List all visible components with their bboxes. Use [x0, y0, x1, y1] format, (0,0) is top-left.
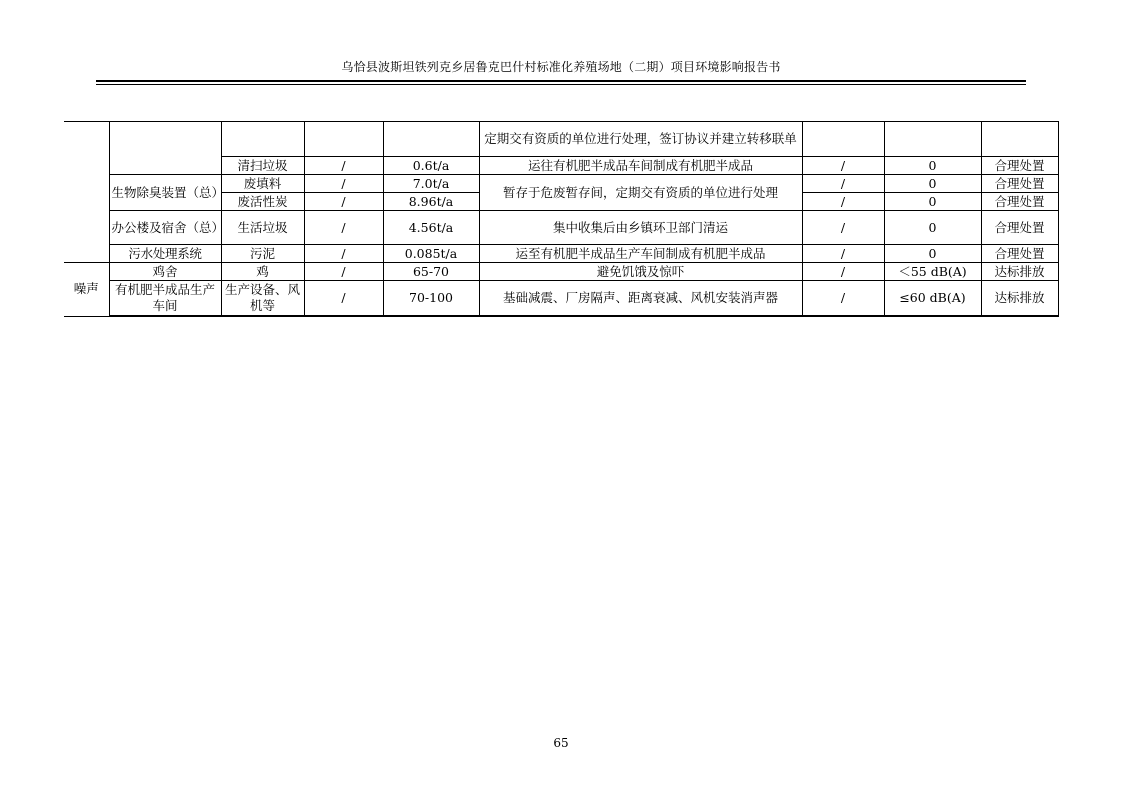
- quantity-cell: 0.6t/a: [383, 157, 479, 175]
- result-cell: 合理处置: [981, 193, 1058, 211]
- category-cell: 噪声: [64, 263, 109, 317]
- item-cell: 鸡: [221, 263, 304, 281]
- table-cell: /: [304, 211, 383, 245]
- source-cell: 鸡舍: [109, 263, 221, 281]
- source-cell: 有机肥半成品生产车间: [109, 281, 221, 317]
- item-cell: 生活垃圾: [221, 211, 304, 245]
- measure-cell: 定期交有资质的单位进行处理，签订协议并建立转移联单: [479, 122, 802, 157]
- table-cell: 0: [884, 157, 981, 175]
- table-cell: /: [304, 263, 383, 281]
- header-rule-thick: [96, 80, 1026, 82]
- page-number: 65: [553, 736, 569, 750]
- measure-cell: 避免饥饿及惊吓: [479, 263, 802, 281]
- table-cell: /: [802, 281, 884, 317]
- measure-cell: 运往有机肥半成品车间制成有机肥半成品: [479, 157, 802, 175]
- table-cell: ≤60 dB(A): [884, 281, 981, 317]
- table-cell: /: [802, 175, 884, 193]
- table-cell: [981, 122, 1058, 157]
- table-cell: /: [304, 193, 383, 211]
- item-cell: 污泥: [221, 245, 304, 263]
- quantity-cell: 70-100: [383, 281, 479, 317]
- table-row: [64, 211, 1058, 245]
- table-cell: /: [802, 211, 884, 245]
- table-cell: /: [802, 193, 884, 211]
- table-row: [64, 122, 1058, 157]
- table-cell: 0: [884, 211, 981, 245]
- table-cell: /: [304, 245, 383, 263]
- quantity-cell: 65-70: [383, 263, 479, 281]
- source-cell: 污水处理系统: [109, 245, 221, 263]
- source-cell: 生物除臭装置（总）: [109, 175, 221, 211]
- quantity-cell: 4.56t/a: [383, 211, 479, 245]
- table-cell: 0: [884, 193, 981, 211]
- table-cell: 0: [884, 245, 981, 263]
- quantity-cell: 0.085t/a: [383, 245, 479, 263]
- measure-cell: 集中收集后由乡镇环卫部门清运: [479, 211, 802, 245]
- table-cell: /: [304, 175, 383, 193]
- table-cell: [221, 122, 304, 157]
- table-cell: [884, 122, 981, 157]
- table-row: [64, 281, 1058, 317]
- category-cell-blank: [64, 122, 109, 263]
- item-cell: 废填料: [221, 175, 304, 193]
- measure-cell: 运至有机肥半成品生产车间制成有机肥半成品: [479, 245, 802, 263]
- result-cell: 达标排放: [981, 263, 1058, 281]
- item-cell: 废活性炭: [221, 193, 304, 211]
- item-cell: 生产设备、风机等: [221, 281, 304, 317]
- table-cell: /: [304, 281, 383, 317]
- table-cell: /: [304, 157, 383, 175]
- measure-cell: 基础减震、厂房隔声、距离衰减、风机安装消声器: [479, 281, 802, 317]
- table-row: [64, 175, 1058, 193]
- result-cell: 合理处置: [981, 157, 1058, 175]
- table-cell: ＜55 dB(A): [884, 263, 981, 281]
- table-cell: /: [802, 263, 884, 281]
- result-cell: 合理处置: [981, 245, 1058, 263]
- item-cell: 清扫垃圾: [221, 157, 304, 175]
- pollution-control-table: [64, 121, 1059, 317]
- result-cell: 达标排放: [981, 281, 1058, 317]
- result-cell: 合理处置: [981, 175, 1058, 193]
- page-header-title: 乌恰县波斯坦铁列克乡居鲁克巴什村标准化养殖场地（二期）项目环境影响报告书: [341, 60, 781, 74]
- header-rule-thin: [96, 84, 1026, 85]
- table-row: [64, 245, 1058, 263]
- table-cell: [304, 122, 383, 157]
- quantity-cell: 7.0t/a: [383, 175, 479, 193]
- source-cell-blank: [109, 122, 221, 175]
- table-cell: [383, 122, 479, 157]
- measure-cell: 暂存于危废暂存间，定期交有资质的单位进行处理: [479, 175, 802, 211]
- quantity-cell: 8.96t/a: [383, 193, 479, 211]
- table-row: [64, 263, 1058, 281]
- result-cell: 合理处置: [981, 211, 1058, 245]
- source-cell: 办公楼及宿舍（总）: [109, 211, 221, 245]
- table-cell: /: [802, 245, 884, 263]
- table-cell: /: [802, 157, 884, 175]
- table-cell: [802, 122, 884, 157]
- table-cell: 0: [884, 175, 981, 193]
